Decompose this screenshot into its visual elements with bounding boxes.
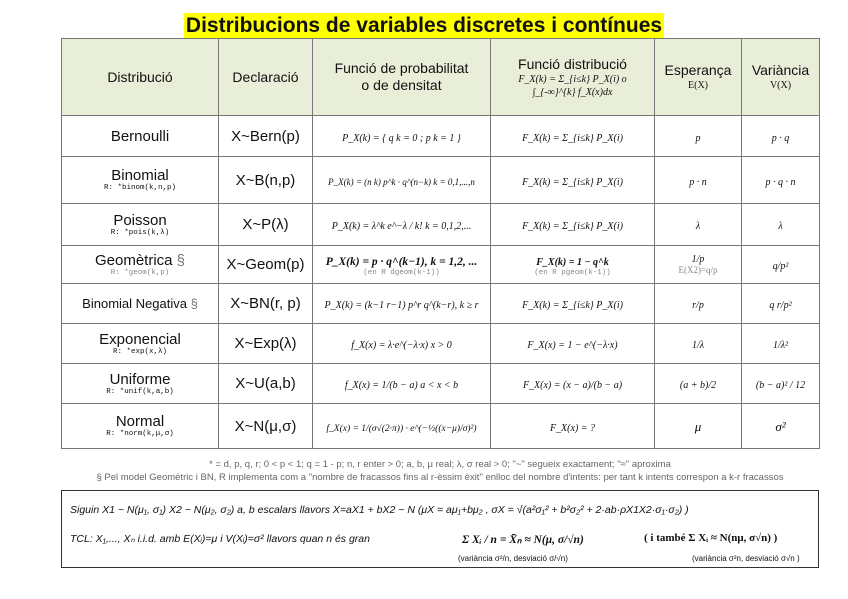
- probability-cell: [313, 284, 491, 324]
- distribution-r-note: (en R pgeom(k-1)): [534, 268, 611, 277]
- table-row: [62, 204, 820, 246]
- page-title: Distribucions de variables discretes i contínues: [185, 14, 663, 37]
- tcl-variance-note: (variància σ²/n, desviació σ/√n): [458, 554, 568, 563]
- tcl-formula: Σ Xᵢ / n = X̄ₙ ≈ N(μ, σ/√n): [462, 534, 584, 546]
- distribution-formula: F_X(k) = Σ_{i≤k} P_X(i): [522, 132, 623, 144]
- header-funcio-probabilitat: [313, 39, 491, 116]
- table-row: [62, 324, 820, 364]
- linear-combination-line: Siguin X1 ~ N(μ₁, σ₁) X2 ~ N(μ₂, σ₂) a, b escalars llavors X=aX1 + bX2 ~ N (μX = aμ₁+bμ₂ , σX = √(a²σ₁² + b²σ₂² + 2·ab·ρX1X2·σ₁·σ₂) ): [70, 504, 689, 516]
- row-name-cell: [62, 204, 219, 246]
- header-variancia-sub: V(X): [769, 80, 792, 91]
- expectation-value: 1/p: [691, 254, 705, 265]
- variance-cell: [742, 204, 820, 246]
- distribution-formula: F_X(x) = (x − a)/(b − a): [522, 380, 623, 391]
- probability-cell: [313, 404, 491, 449]
- variance-cell: [742, 157, 820, 204]
- probability-cell: [313, 246, 491, 284]
- table-row: [62, 157, 820, 204]
- header-esperanca: [655, 39, 742, 116]
- distribution-name: Uniforme: [109, 370, 171, 388]
- header-funcio-dist-formula2: ∫_{-∞}^{k} f_X(x)dx: [532, 86, 613, 98]
- probability-cell: [313, 324, 491, 364]
- distribution-cell: [491, 116, 655, 157]
- probability-formula: f_X(x) = λ·e^(−λ·x) x > 0: [351, 340, 452, 351]
- expectation-value: μ: [694, 418, 702, 434]
- probability-formula: P_X(k) = (n k) p^k · q^(n−k) k = 0,1,...,n: [328, 176, 475, 187]
- distribution-formula: F_X(k) = 1 − q^k: [536, 256, 609, 268]
- header-distribucio: Distribució: [62, 39, 219, 116]
- variance-cell: [742, 284, 820, 324]
- variance-value: q/p²: [772, 261, 789, 272]
- expectation-value: 1/λ: [691, 340, 705, 351]
- distribution-name: [64, 252, 216, 269]
- distribution-formula: F_X(k) = Σ_{i≤k} P_X(i): [522, 221, 623, 232]
- probability-r-note: (en R dgeom(k-1)): [363, 268, 440, 277]
- table-header-row: [62, 39, 820, 116]
- header-variancia-label: Variància: [751, 62, 810, 78]
- footnote-line-2: § Pel model Geomètric i BN, R implementa com a "nombre de fracassos fins al r-èssim èxit" enlloc del nombre d'intents: per tant k intents correspon a k-r fracassos: [96, 472, 784, 483]
- probability-formula: P_X(k) = { q k = 0 ; p k = 1 }: [342, 132, 461, 144]
- variance-value: q r/p²: [769, 300, 792, 311]
- row-name-cell: [62, 404, 219, 449]
- r-function-hint: R: *unif(k,a,b): [106, 387, 174, 396]
- r-function-hint: R: *exp(x,λ): [112, 347, 167, 356]
- probability-cell: [313, 364, 491, 404]
- distribution-name: Poisson: [113, 211, 167, 229]
- variance-value: σ²: [775, 418, 786, 434]
- distributions-table: [61, 38, 820, 449]
- header-variancia: [742, 39, 820, 116]
- expectation-cell: [655, 246, 742, 284]
- probability-formula: f_X(x) = 1/(σ√(2·π)) · e^(−½((x−μ)/σ)²): [326, 423, 477, 434]
- distribution-formula: F_X(x) = 1 − e^(−λ·x): [527, 340, 618, 351]
- distribution-name-text: Geomètrica: [94, 251, 173, 269]
- distribution-name: Exponencial: [99, 330, 181, 348]
- table-row: [62, 246, 820, 284]
- r-function-hint: R: *pois(k,λ): [110, 228, 170, 237]
- tcl-sum-variance-note: (variància σ²n, desviació σ√n ): [692, 554, 800, 563]
- distribution-cell: [491, 364, 655, 404]
- row-name-cell: [62, 324, 219, 364]
- row-name-cell: [62, 157, 219, 204]
- row-name-cell: [62, 364, 219, 404]
- distribution-name: Bernoulli: [110, 127, 170, 145]
- header-declaracio: Declaració: [219, 39, 313, 116]
- header-funcio-dist-formula1: F_X(k) = Σ_{i≤k} P_X(i) o: [518, 73, 627, 85]
- tcl-prefix: TCL: X₁,..., Xₙ i.i.d. amb E(Xᵢ)=μ i V(Xᵢ)=σ² llavors quan n és gran: [70, 533, 370, 545]
- declaration-cell: X~P(λ): [219, 204, 313, 246]
- declaration-cell: X~Bern(p): [219, 116, 313, 157]
- declaration-cell: X~BN(r, p): [219, 284, 313, 324]
- header-funcio-distribucio: [491, 39, 655, 116]
- probability-cell: [313, 157, 491, 204]
- header-funcio-prob-line1: Funció de probabilitat: [334, 60, 469, 76]
- declaration-cell: X~Exp(λ): [219, 324, 313, 364]
- distribution-name: [64, 295, 216, 312]
- table-row: [62, 404, 820, 449]
- declaration-cell: X~Geom(p): [219, 246, 313, 284]
- distribution-formula: F_X(k) = Σ_{i≤k} P_X(i): [522, 300, 623, 311]
- declaration-cell: X~U(a,b): [219, 364, 313, 404]
- tcl-sum-formula: ( i també Σ Xᵢ ≈ N(nμ, σ√n) ): [644, 532, 778, 544]
- variance-cell: [742, 116, 820, 157]
- distribution-cell: [491, 284, 655, 324]
- section-mark: §: [176, 251, 186, 269]
- distribution-cell: [491, 204, 655, 246]
- variance-value: λ: [778, 221, 783, 232]
- distribution-cell: [491, 404, 655, 449]
- row-name-cell: [62, 284, 219, 324]
- distribution-cell: [491, 324, 655, 364]
- probability-cell: [313, 204, 491, 246]
- declaration-cell: X~N(μ,σ): [219, 404, 313, 449]
- variance-cell: [742, 246, 820, 284]
- row-name-cell: [62, 116, 219, 157]
- probability-formula: f_X(x) = 1/(b − a) a < x < b: [344, 380, 459, 391]
- expectation-cell: [655, 204, 742, 246]
- expectation-cell: [655, 157, 742, 204]
- distribution-formula: F_X(x) = ?: [549, 422, 596, 434]
- expectation-value: r/p: [692, 300, 704, 311]
- variance-value: 1/λ²: [772, 340, 789, 351]
- page-title-container: [0, 0, 848, 38]
- probability-formula: P_X(k) = p · q^(k−1), k = 1,2, ...: [325, 255, 478, 268]
- r-function-hint: R: *norm(k,μ,σ): [106, 430, 174, 438]
- expectation-value: p: [695, 132, 701, 144]
- expectation-cell: [655, 364, 742, 404]
- variance-value: (b − a)² / 12: [755, 380, 806, 391]
- expectation-value: p · n: [689, 176, 707, 188]
- variance-value: p · q · n: [765, 176, 796, 188]
- distribution-name-text: Binomial Negativa: [82, 296, 187, 311]
- footnote-line-1: * = d, p, q, r; 0 < p < 1; q = 1 - p; n, r enter > 0; a, b, μ real; λ, σ real > 0; "~" segueix exactament; "≈" aproxima: [209, 459, 671, 470]
- r-function-hint: R: *binom(k,n,p): [103, 184, 176, 192]
- variance-cell: [742, 404, 820, 449]
- header-esperanca-label: Esperança: [664, 62, 732, 78]
- table-row: [62, 284, 820, 324]
- expectation-cell: [655, 284, 742, 324]
- expectation-value: λ: [695, 221, 701, 232]
- section-mark: §: [190, 296, 198, 311]
- header-funcio-prob-line2: o de densitat: [361, 77, 442, 93]
- r-function-hint: R: *geom(k,p): [110, 268, 170, 277]
- probability-cell: [313, 116, 491, 157]
- footnotes: [61, 458, 819, 484]
- table-row: [62, 364, 820, 404]
- distribution-cell: [491, 157, 655, 204]
- probability-formula: P_X(k) = (k−1 r−1) p^r q^(k−r), k ≥ r: [324, 300, 479, 311]
- table-row: [62, 116, 820, 157]
- expectation-second-moment: E(X2)=q/p: [678, 265, 718, 275]
- probability-formula: P_X(k) = λ^k e^−λ / k! k = 0,1,2,...: [331, 221, 472, 232]
- expectation-cell: [655, 116, 742, 157]
- expectation-cell: [655, 404, 742, 449]
- row-name-cell: [62, 246, 219, 284]
- header-esperanca-sub: E(X): [688, 80, 708, 91]
- distribution-cell: [491, 246, 655, 284]
- declaration-cell: X~B(n,p): [219, 157, 313, 204]
- variance-cell: [742, 324, 820, 364]
- properties-box: [61, 490, 819, 568]
- distribution-name: Binomial: [111, 167, 169, 184]
- expectation-value: (a + b)/2: [679, 380, 717, 391]
- distribution-name: Normal: [115, 413, 165, 430]
- header-funcio-dist-label: Funció distribució: [518, 55, 627, 72]
- distribution-formula: F_X(k) = Σ_{i≤k} P_X(i): [522, 176, 623, 188]
- variance-value: p · q: [771, 132, 790, 144]
- expectation-cell: [655, 324, 742, 364]
- variance-cell: [742, 364, 820, 404]
